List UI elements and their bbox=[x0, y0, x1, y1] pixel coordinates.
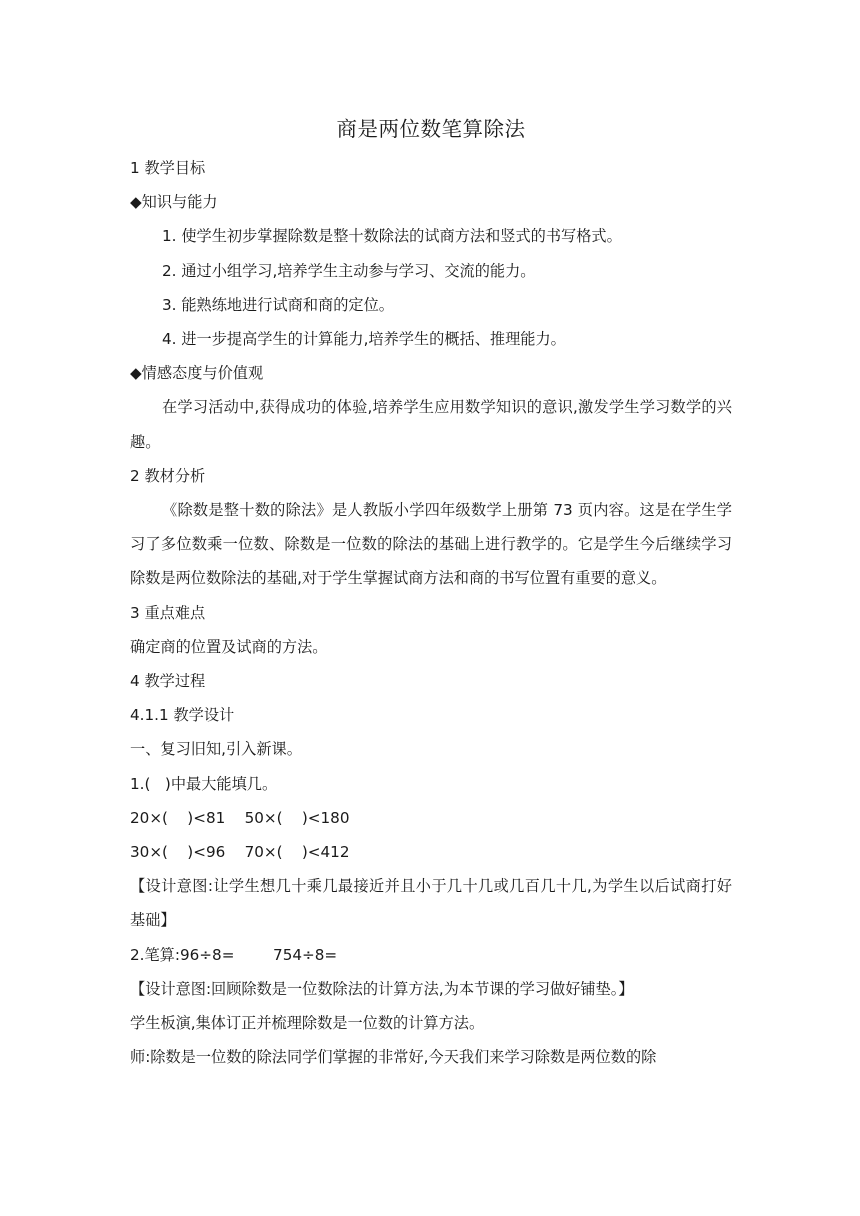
objective-item-4: 4. 进一步提高学生的计算能力,培养学生的概括、推理能力。 bbox=[162, 330, 566, 349]
material-analysis-paragraph: 《除数是整十数的除法》是人教版小学四年级数学上册第 73 页内容。这是在学生学习了多位数乘一位数、除数是一位数的除法的基础上进行教学的。它是学生今后继续学习除数是两位数除法的基础,对于学生掌握试商方法和商的书写位置有重要的意义。 bbox=[130, 501, 732, 588]
section-heading-objectives: 1 教学目标 bbox=[130, 159, 206, 177]
key-points-text: 确定商的位置及试商的方法。 bbox=[130, 637, 328, 656]
student-board-work: 学生板演,集体订正并梳理除数是一位数的计算方法。 bbox=[130, 1014, 485, 1033]
exercise-1-row-2: 30×( )<96 70×( )<412 bbox=[130, 843, 350, 862]
emotion-values-paragraph: 在学习活动中,获得成功的体验,培养学生应用数学知识的意识,激发学生学习数学的兴趣。 bbox=[130, 398, 732, 451]
objective-item-1: 1. 使学生初步掌握除数是整十数除法的试商方法和竖式的书写格式。 bbox=[162, 227, 622, 246]
section-heading-material-analysis: 2 教材分析 bbox=[130, 466, 206, 485]
exercise-1-row-1: 20×( )<81 50×( )<180 bbox=[130, 808, 350, 827]
objective-item-3: 3. 能熟练地进行试商和商的定位。 bbox=[162, 295, 394, 314]
step-review-intro: 一、复习旧知,引入新课。 bbox=[130, 740, 302, 759]
subsection-heading-teaching-design: 4.1.1 教学设计 bbox=[130, 706, 235, 725]
subheading-emotion-values: ◆情感态度与价值观 bbox=[130, 364, 264, 383]
design-intent-1: 【设计意图:让学生想几十乘几最接近并且小于几十几或几百几十几,为学生以后试商打好基础】 bbox=[130, 877, 732, 930]
exercise-2-prompt: 2.笔算:96÷8= 754÷8= bbox=[130, 945, 338, 964]
section-heading-teaching-process: 4 教学过程 bbox=[130, 672, 206, 691]
document-body bbox=[130, 112, 732, 1074]
exercise-1-prompt: 1.( )中最大能填几。 bbox=[130, 774, 278, 793]
teacher-remark: 师:除数是一位数的除法同学们掌握的非常好,今天我们来学习除数是两位数的除 bbox=[130, 1048, 657, 1067]
objective-item-2: 2. 通过小组学习,培养学生主动参与学习、交流的能力。 bbox=[162, 261, 536, 280]
subheading-knowledge-ability: ◆知识与能力 bbox=[130, 193, 218, 212]
section-heading-key-points: 3 重点难点 bbox=[130, 603, 206, 622]
design-intent-2: 【设计意图:回顾除数是一位数除法的计算方法,为本节课的学习做好铺垫。】 bbox=[130, 979, 634, 998]
document-title: 商是两位数笔算除法 bbox=[336, 117, 526, 141]
